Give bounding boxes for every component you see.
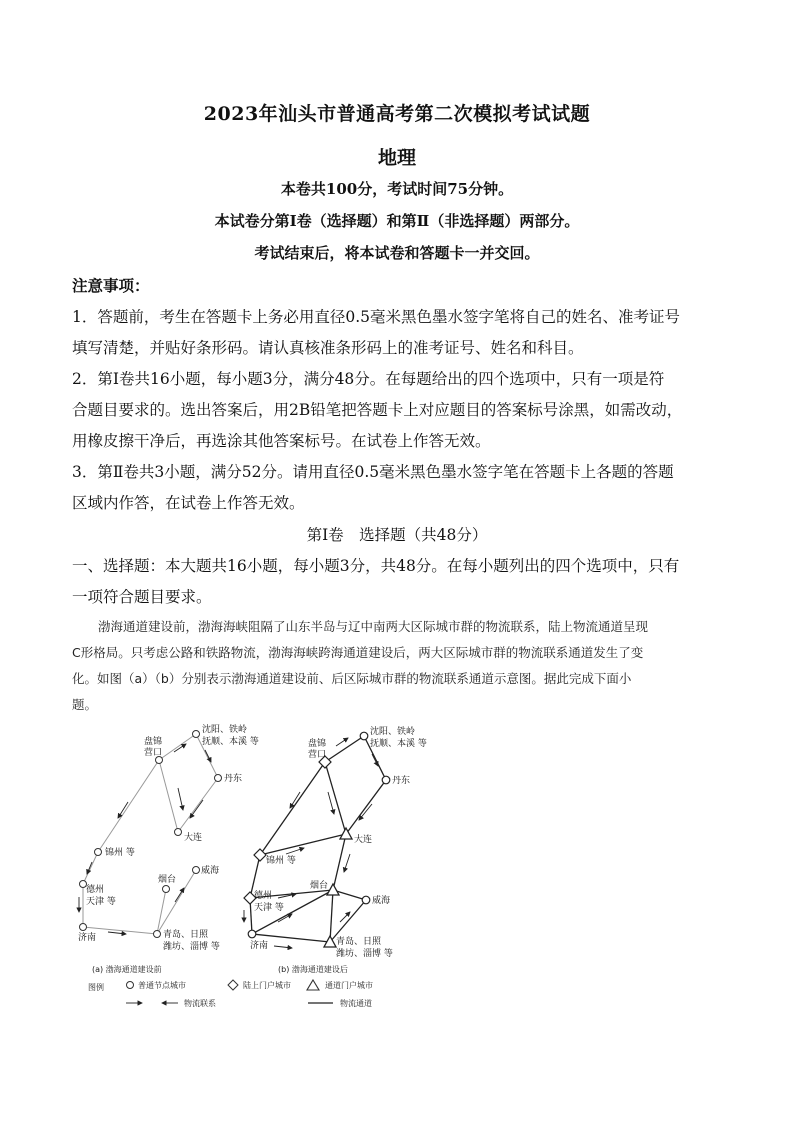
node-label: 威海 [372,896,391,906]
node-label: 沈阳、铁岭 [202,725,248,735]
passage-line: C形格局。只考虑公路和铁路物流，渤海海峡跨海通道建设后，两大区际城市群的物流联系通道发生了变 [72,645,644,660]
node-label: 德州 [254,891,273,901]
node-label: 威海 [201,866,220,876]
notes-line: 1．答题前，考生在答题卡上务必用直径0.5毫米黑色墨水签字笔将自己的姓名、准考证号 [72,308,681,326]
exam-info-line: 本试卷分第Ⅰ卷（选择题）和第Ⅱ（非选择题）两部分。 [214,212,580,230]
notes-heading: 注意事项： [72,276,150,295]
node-label: 青岛、日照 [336,937,382,947]
passage-line: 渤海通道建设前，渤海海峡阻隔了山东半岛与辽中南两大区际城市群的物流联系，陆上物流通道呈现 [98,619,649,634]
node-label: 锦州 等 [266,856,296,866]
passage-line: 题。 [72,697,98,712]
node-label: 烟台 [158,875,177,885]
node-label: 潍坊、淄博 等 [163,942,220,952]
node-label: 抚顺、本溪 等 [370,739,427,749]
exam-info-line: 考试结束后，将本试卷和答题卡一并交回。 [254,244,540,262]
node-label: 潍坊、淄博 等 [336,949,393,959]
node-label: 青岛、日照 [163,930,209,940]
notes-line: 3．第Ⅱ卷共3小题，满分52分。请用直径0.5毫米黑色墨水签字笔在答题卡上各题的答题 [72,463,674,481]
node-label: 天津 等 [254,903,284,913]
node-label: 锦州 等 [105,848,135,858]
node-label: 营口 [308,750,327,760]
node-label: 丹东 [224,774,243,784]
node-label: 盘锦 [144,737,163,747]
svg-text:物流联系: 物流联系 [184,999,216,1008]
exam-info-line: 本卷共100分，考试时间75分钟。 [280,180,514,198]
node-label: 抚顺、本溪 等 [202,737,259,747]
node-label: 济南 [250,941,269,951]
node-label: 丹东 [392,776,411,786]
node-label: 大连 [184,833,203,843]
notes-line: 用橡皮擦干净后，再选涂其他答案标号。在试卷上作答无效。 [72,432,491,450]
svg-text:陆上门户城市: 陆上门户城市 [243,981,291,990]
diagram-a [78,723,259,974]
caption-a: (a) 渤海通道建设前 [92,965,162,974]
section-instructions: 一、选择题：本大题共16小题，每小题3分，共48分。在每小题列出的四个选项中，只有 [72,557,680,575]
node-label: 天津 等 [86,897,116,907]
exam-subject: 地理 [377,147,416,169]
section-instructions: 一项符合题目要求。 [72,588,212,606]
exam-title: 2023年汕头市普通高考第二次模拟考试试题 [203,103,591,125]
node-label: 德州 [86,885,105,895]
node-label: 大连 [354,835,373,845]
node-label: 营口 [144,748,163,758]
logistics-channel-diagram [78,722,427,1014]
node-label: 济南 [78,933,97,943]
notes-line: 区域内作答，在试卷上作答无效。 [72,494,305,512]
diagram-b [244,725,427,974]
legend [88,980,373,1008]
caption-b: (b) 渤海通道建设后 [278,965,348,974]
svg-text:物流通道: 物流通道 [340,999,372,1008]
svg-text:通道门户城市: 通道门户城市 [325,981,373,990]
svg-text:普通节点城市: 普通节点城市 [138,981,186,990]
node-label: 盘锦 [308,739,327,749]
svg-text:图例: 图例 [88,983,104,992]
passage-line: 化。如图（a）（b）分别表示渤海通道建设前、后区际城市群的物流联系通道示意图。据此完成下面小 [72,671,632,686]
notes-line: 2．第Ⅰ卷共16小题，每小题3分，满分48分。在每题给出的四个选项中，只有一项是符 [72,370,665,388]
node-label: 沈阳、铁岭 [370,727,416,737]
notes-line: 填写清楚，并贴好条形码。请认真核准条形码上的准考证号、姓名和科目。 [72,339,584,357]
section-title: 第Ⅰ卷 选择题（共48分） [306,526,488,544]
notes-line: 合题目要求的。选出答案后，用2B铅笔把答题卡上对应题目的答案标号涂黑，如需改动， [72,401,683,419]
node-label: 烟台 [310,881,329,891]
